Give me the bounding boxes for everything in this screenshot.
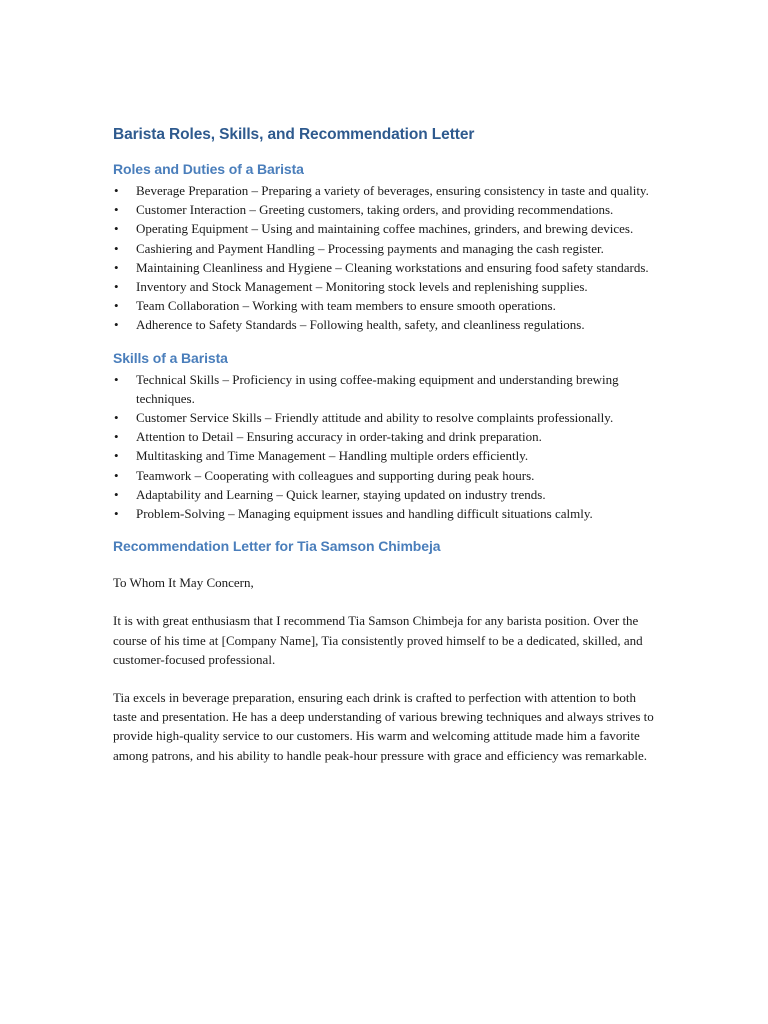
list-item-text: Problem-Solving – Managing equipment issues and handling difficult situations calmly. xyxy=(136,506,593,522)
bullet-icon: • xyxy=(114,467,119,483)
bullet-icon: • xyxy=(114,259,119,275)
letter-heading: Recommendation Letter for Tia Samson Chimbeja xyxy=(113,538,441,555)
bullet-icon: • xyxy=(114,486,119,502)
list-item-text: Cashiering and Payment Handling – Processing payments and managing the cash register. xyxy=(136,240,604,256)
letter-salutation: To Whom It May Concern, xyxy=(113,575,254,591)
skills-list-item xyxy=(113,485,658,504)
bullet-icon: • xyxy=(114,317,119,333)
bullet-icon: • xyxy=(114,371,119,387)
bullet-icon: • xyxy=(114,410,119,426)
roles-list xyxy=(113,181,658,335)
document-body xyxy=(113,124,658,784)
roles-list-item xyxy=(113,258,658,277)
roles-list-item xyxy=(113,277,658,296)
list-item-text: Technical Skills – Proficiency in using coffee-making equipment and understanding brewing techniques. xyxy=(136,371,619,406)
letter-paragraph-skills: Tia excels in beverage preparation, ensuring each drink is crafted to perfection with attention to both taste and presentation. He has a deep understanding of various brewing techniques and always strives to provide high-quality service to our customers. His warm and welcoming attitude made him a favorite among patrons, and his ability to handle peak-hour pressure with grace and efficiency was remarkable. xyxy=(113,690,654,763)
bullet-icon: • xyxy=(114,183,119,198)
bullet-icon: • xyxy=(114,221,119,237)
bullet-icon: • xyxy=(114,448,119,464)
list-item-text: Teamwork – Cooperating with colleagues and supporting during peak hours. xyxy=(136,467,535,483)
skills-list xyxy=(113,370,658,524)
list-item-text: Maintaining Cleanliness and Hygiene – Cleaning workstations and ensuring food safety standards. xyxy=(136,259,649,275)
roles-list-item xyxy=(113,219,658,238)
list-item-text: Customer Interaction – Greeting customers, taking orders, and providing recommendations. xyxy=(136,202,614,218)
list-item-text: Team Collaboration – Working with team members to ensure smooth operations. xyxy=(136,298,556,314)
skills-heading: Skills of a Barista xyxy=(113,349,228,366)
bullet-icon: • xyxy=(114,298,119,314)
list-item-text: Adherence to Safety Standards – Following health, safety, and cleanliness regulations. xyxy=(136,317,585,333)
list-item-text: Inventory and Stock Management – Monitoring stock levels and replenishing supplies. xyxy=(136,279,588,295)
roles-list-item xyxy=(113,239,658,258)
bullet-icon: • xyxy=(114,240,119,256)
skills-list-item xyxy=(113,504,658,523)
roles-heading: Roles and Duties of a Barista xyxy=(113,161,304,177)
roles-list-item xyxy=(113,200,658,219)
list-item-text: Operating Equipment – Using and maintaining coffee machines, grinders, and brewing devices. xyxy=(136,221,634,237)
skills-list-item xyxy=(113,466,658,485)
letter-paragraph-intro: It is with great enthusiasm that I recommend Tia Samson Chimbeja for any barista position. Over the course of his time at [Company Name], Tia consistently proved himself to be a dedicated, skilled, and customer-focused professional. xyxy=(113,613,643,667)
list-item-text: Attention to Detail – Ensuring accuracy in order-taking and drink preparation. xyxy=(136,429,542,445)
roles-list-item xyxy=(113,296,658,315)
bullet-icon: • xyxy=(114,429,119,445)
skills-list-item xyxy=(113,408,658,427)
list-item-text: Adaptability and Learning – Quick learner, staying updated on industry trends. xyxy=(136,486,546,502)
list-item-text: Multitasking and Time Management – Handling multiple orders efficiently. xyxy=(136,448,529,464)
bullet-icon: • xyxy=(114,506,119,522)
roles-list-item xyxy=(113,315,658,334)
list-item-text: Customer Service Skills – Friendly attitude and ability to resolve complaints professionally. xyxy=(136,410,614,426)
bullet-icon: • xyxy=(114,279,119,295)
list-item-text: Beverage Preparation – Preparing a variety of beverages, ensuring consistency in taste and quality. xyxy=(136,183,649,198)
skills-list-item xyxy=(113,427,658,446)
document-title: Barista Roles, Skills, and Recommendation Letter xyxy=(113,126,475,143)
bullet-icon: • xyxy=(114,202,119,218)
roles-list-item xyxy=(113,181,658,200)
skills-list-item xyxy=(113,446,658,465)
skills-list-item xyxy=(113,370,658,408)
